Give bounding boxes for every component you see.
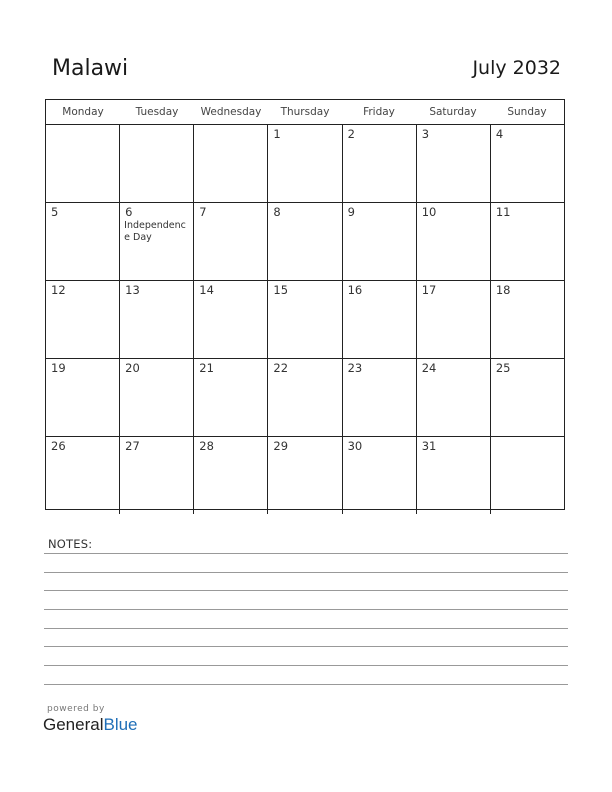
day-number: 21 (199, 361, 214, 375)
day-cell (193, 359, 267, 436)
day-number: 27 (125, 439, 140, 453)
day-cell (342, 203, 416, 280)
day-number: 15 (273, 283, 289, 297)
day-cell (490, 359, 564, 436)
day-number: 10 (421, 205, 437, 219)
note-line (44, 590, 568, 591)
country-title: Malawi (52, 56, 129, 81)
day-cell (193, 203, 267, 280)
note-line (44, 646, 568, 647)
week-row (46, 358, 564, 436)
day-number: 9 (347, 205, 355, 219)
week-row (46, 436, 564, 514)
day-number: 25 (495, 361, 511, 375)
day-number: 20 (125, 361, 140, 375)
day-cell (416, 437, 490, 514)
day-cell (267, 359, 341, 436)
brand-logo (43, 715, 138, 735)
day-cell (193, 281, 267, 358)
day-cell (119, 125, 193, 202)
day-number: 4 (495, 127, 504, 141)
day-number: 17 (421, 283, 437, 297)
powered-by-text: powered by (47, 704, 105, 714)
day-number: 29 (273, 439, 289, 453)
notes-label: NOTES: (48, 537, 93, 551)
day-cell (119, 203, 193, 280)
brand-general: General (43, 715, 104, 734)
day-number: 14 (199, 283, 214, 297)
day-number: 28 (199, 439, 214, 453)
week-row (46, 125, 564, 202)
weekday-tuesday: Tuesday (135, 106, 179, 118)
day-cell (46, 203, 119, 280)
day-number: 31 (421, 439, 437, 453)
day-cell (193, 125, 267, 202)
note-line (44, 553, 568, 554)
day-number: 30 (347, 439, 363, 453)
day-number: 6 (125, 205, 133, 219)
day-cell (267, 203, 341, 280)
day-cell (46, 437, 119, 514)
note-line (44, 609, 568, 610)
weekday-saturday: Saturday (429, 106, 477, 118)
holiday-label: Independence Day (124, 220, 186, 243)
day-number: 22 (273, 361, 289, 375)
day-cell (267, 281, 341, 358)
note-line (44, 684, 568, 685)
day-cell (342, 437, 416, 514)
note-line (44, 628, 568, 629)
day-cell (193, 437, 267, 514)
day-number: 7 (199, 205, 207, 219)
day-cell (46, 359, 119, 436)
day-number: 3 (421, 127, 430, 141)
day-cell (267, 125, 341, 202)
day-number: 26 (51, 439, 66, 453)
weekday-sunday: Sunday (507, 106, 547, 118)
day-cell (342, 125, 416, 202)
weekday-monday: Monday (62, 106, 104, 118)
day-number: 8 (273, 205, 281, 219)
day-number: 16 (347, 283, 363, 297)
day-cell (490, 437, 564, 514)
day-cell (416, 203, 490, 280)
calendar-grid (45, 99, 565, 510)
day-number: 1 (273, 127, 281, 141)
day-number: 11 (495, 205, 511, 219)
day-cell (416, 281, 490, 358)
day-number: 18 (495, 283, 511, 297)
day-cell (416, 125, 490, 202)
weekday-wednesday: Wednesday (200, 106, 262, 118)
day-number: 23 (347, 361, 363, 375)
day-number: 2 (347, 127, 355, 141)
day-cell (342, 281, 416, 358)
day-cell (119, 359, 193, 436)
week-row (46, 202, 564, 280)
weekday-friday: Friday (363, 106, 395, 118)
day-number: 24 (421, 361, 437, 375)
day-number: 5 (51, 205, 59, 219)
day-cell (119, 437, 193, 514)
month-title: July 2032 (472, 57, 561, 79)
day-cell (490, 125, 564, 202)
note-line (44, 572, 568, 573)
day-cell (46, 281, 119, 358)
note-line (44, 665, 568, 666)
day-number: 13 (125, 283, 140, 297)
brand-blue: Blue (103, 715, 138, 734)
day-number: 19 (51, 361, 66, 375)
day-cell (119, 281, 193, 358)
day-cell (490, 203, 564, 280)
day-cell (267, 437, 341, 514)
day-cell (342, 359, 416, 436)
week-row (46, 280, 564, 358)
weekday-header-row (46, 100, 564, 125)
day-cell (416, 359, 490, 436)
day-number: 12 (51, 283, 66, 297)
day-cell (490, 281, 564, 358)
weekday-thursday: Thursday (280, 106, 330, 118)
day-cell (46, 125, 119, 202)
